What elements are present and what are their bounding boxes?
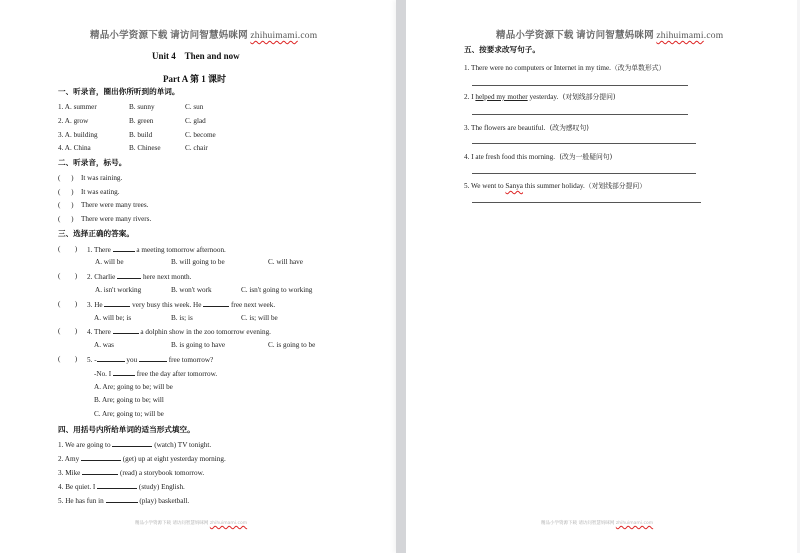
fill-text: (play) basketball. — [137, 497, 190, 505]
rewrite-instruction: （改为单数形式） — [610, 64, 666, 72]
answer-line-2[interactable] — [472, 114, 688, 115]
rewrite-text: 3. The flowers are beautiful. — [464, 124, 546, 132]
rewrite-instruction: (对划线部分提问) — [558, 93, 616, 101]
question-text: very busy this week. He — [130, 301, 204, 309]
answer-line-3[interactable] — [472, 143, 696, 144]
rewrite-item-1 — [464, 62, 665, 72]
question-text: a dolphin show in the zoo tomorrow evening. — [138, 328, 271, 336]
choice-4-option-b: B. is going to have — [171, 341, 226, 349]
section-1-heading: 一、听录音，圈出你所听到的单词。 — [58, 87, 180, 96]
question-text: 4. There — [87, 328, 113, 336]
fill-text: 1. We are going to — [58, 441, 113, 449]
answer-blank[interactable] — [97, 355, 125, 362]
choice-question-5-line-1 — [87, 355, 213, 364]
option-row-2-c: C. glad — [185, 117, 206, 125]
choice-question-1 — [87, 245, 226, 254]
fill-text: 5. He has fun in — [58, 497, 106, 505]
numbering-paren-2: ( ) — [58, 188, 74, 196]
answer-blank[interactable] — [113, 327, 139, 334]
document-page-2 — [406, 0, 797, 553]
page-footer — [541, 520, 653, 526]
choice-2-option-a: A. isn't working — [95, 286, 142, 294]
rewrite-text: this summer holiday. — [523, 182, 585, 190]
answer-line-4[interactable] — [472, 173, 696, 174]
rewrite-text: 1. There were no computers or Internet in my time. — [464, 64, 611, 72]
rewrite-text: 4. I ate fresh food this morning. — [464, 153, 556, 161]
choice-4-option-a: A. was — [94, 341, 114, 349]
part-title: Part A 第 1 课时 — [163, 74, 226, 84]
option-row-2-a: 2. A. grow — [58, 117, 89, 125]
underlined-phrase: Sanya — [505, 182, 523, 190]
choice-3-option-b: B. is; is — [171, 314, 193, 322]
choice-5-option-a: A. Are; going to be; will be — [94, 383, 173, 391]
header-site-link: zhihuimami — [250, 31, 298, 41]
page-gutter — [396, 0, 406, 553]
underlined-phrase: helped my mother — [475, 93, 528, 101]
section-4-heading: 四、用括号内所给单词的适当形式填空。 — [58, 425, 195, 434]
fill-item-3 — [58, 468, 204, 477]
numbering-item-4: There were many rivers. — [81, 215, 152, 223]
rewrite-text: 5. We went to — [464, 182, 506, 190]
document-page-1 — [0, 0, 396, 553]
rewrite-instruction: (改为一般疑问句) — [555, 153, 613, 161]
fill-text: (read) a storybook tomorrow. — [118, 469, 205, 477]
section-2-heading: 二、听录音，标号。 — [58, 158, 127, 167]
question-text: a meeting tomorrow afternoon. — [134, 246, 226, 254]
question-text: free next week. — [229, 301, 276, 309]
footer-site-link: zhihuimami.com — [615, 521, 654, 526]
answer-blank[interactable] — [81, 454, 121, 461]
answer-blank[interactable] — [203, 300, 229, 307]
fill-item-5 — [58, 496, 189, 505]
rewrite-item-5 — [464, 180, 646, 190]
rewrite-item-3 — [464, 122, 589, 132]
answer-blank[interactable] — [97, 482, 137, 489]
option-row-4-b: B. Chinese — [129, 144, 161, 152]
answer-line-1[interactable] — [472, 85, 688, 86]
choice-3-option-a: A. will be; is — [94, 314, 132, 322]
question-text: 1. There — [87, 246, 113, 254]
answer-blank[interactable] — [139, 355, 167, 362]
option-row-2-b: B. green — [129, 117, 154, 125]
choice-1-option-a: A. will be — [95, 258, 124, 266]
question-text: 5. - — [87, 356, 97, 364]
choice-paren-2: ( ) — [58, 272, 78, 280]
footer-text: 精品小学资源下载 请访问智慧妈咪网 — [541, 521, 616, 526]
answer-blank[interactable] — [113, 245, 135, 252]
choice-4-option-c: C. is going to be — [268, 341, 316, 349]
numbering-item-1: It was raining. — [81, 174, 123, 182]
choice-3-option-c: C. is; will be — [241, 314, 278, 322]
option-row-4-c: C. chair — [185, 144, 208, 152]
page-header — [496, 27, 723, 41]
option-row-3-c: C. become — [185, 131, 216, 139]
rewrite-item-2 — [464, 91, 616, 101]
choice-5-option-b: B. Are; going to be; will — [94, 396, 164, 404]
choice-5-option-c: C. Are; going to; will be — [94, 410, 164, 418]
choice-paren-4: ( ) — [58, 327, 78, 335]
fill-text: 4. Be quiet. I — [58, 483, 98, 491]
option-row-1-a: 1. A. summer — [58, 103, 97, 111]
header-site-suffix: .com — [297, 31, 318, 41]
question-text: 2. Charlie — [87, 273, 118, 281]
answer-blank[interactable] — [104, 300, 130, 307]
rewrite-instruction: (改为感叹句) — [545, 124, 589, 132]
choice-2-option-b: B. won't work — [171, 286, 212, 294]
rewrite-instruction: （对划线部分提问） — [584, 182, 646, 190]
header-text: 精品小学资源下载 请访问智慧妈咪网 — [496, 31, 657, 41]
rewrite-text: 2. I — [464, 93, 476, 101]
question-text: here next month. — [141, 273, 192, 281]
rewrite-text: yesterday. — [527, 93, 559, 101]
option-row-1-c: C. sun — [185, 103, 204, 111]
choice-question-2 — [87, 272, 191, 281]
choice-1-option-b: B. will going to be — [171, 258, 225, 266]
header-site-link: zhihuimami — [656, 31, 704, 41]
choice-question-5-line-2 — [94, 369, 217, 378]
numbering-item-3: There were many trees. — [81, 201, 149, 209]
answer-line-5[interactable] — [472, 202, 701, 203]
fill-text: (watch) TV tonight. — [152, 441, 212, 449]
fill-item-2 — [58, 454, 226, 463]
choice-paren-5: ( ) — [58, 355, 78, 363]
question-text: you — [124, 356, 139, 364]
choice-question-3 — [87, 300, 275, 309]
fill-item-4 — [58, 482, 185, 491]
answer-blank[interactable] — [106, 496, 138, 503]
answer-blank[interactable] — [112, 440, 152, 447]
question-text: free tomorrow? — [166, 356, 214, 364]
header-site-suffix: .com — [703, 31, 724, 41]
choice-1-option-c: C. will have — [268, 258, 303, 266]
section-3-heading: 三、选择正确的答案。 — [58, 229, 134, 238]
question-text: -No. I — [94, 370, 113, 378]
choice-2-option-c: C. isn't going to working — [241, 286, 313, 294]
question-text: 3. He — [87, 301, 105, 309]
question-text: free the day after tomorrow. — [134, 370, 218, 378]
choice-question-4 — [87, 327, 271, 336]
numbering-paren-3: ( ) — [58, 201, 74, 209]
section-5-heading: 五、按要求改写句子。 — [464, 45, 540, 54]
numbering-paren-4: ( ) — [58, 215, 74, 223]
rewrite-item-4 — [464, 151, 612, 161]
option-row-3-a: 3. A. building — [58, 131, 98, 139]
fill-text: 2. Amy — [58, 455, 81, 463]
header-text: 精品小学资源下载 请访问智慧妈咪网 — [90, 31, 251, 41]
option-row-4-a: 4. A. China — [58, 144, 91, 152]
footer-text: 精品小学资源下载 请访问智慧妈咪网 — [135, 521, 210, 526]
unit-title: Unit 4 Then and now — [152, 51, 240, 61]
option-row-3-b: B. build — [129, 131, 153, 139]
choice-paren-3: ( ) — [58, 300, 78, 308]
fill-text: (get) up at eight yesterday morning. — [120, 455, 226, 463]
page-header — [90, 27, 317, 41]
page-footer — [135, 520, 247, 526]
fill-text: 3. Mike — [58, 469, 83, 477]
option-row-1-b: B. sunny — [129, 103, 155, 111]
fill-item-1 — [58, 440, 211, 449]
numbering-paren-1: ( ) — [58, 174, 74, 182]
footer-site-link: zhihuimami.com — [209, 521, 248, 526]
answer-blank[interactable] — [117, 272, 141, 279]
numbering-item-2: It was eating. — [81, 188, 120, 196]
choice-paren-1: ( ) — [58, 245, 78, 253]
answer-blank[interactable] — [82, 468, 118, 475]
fill-text: (study) English. — [137, 483, 185, 491]
answer-blank[interactable] — [113, 369, 135, 376]
